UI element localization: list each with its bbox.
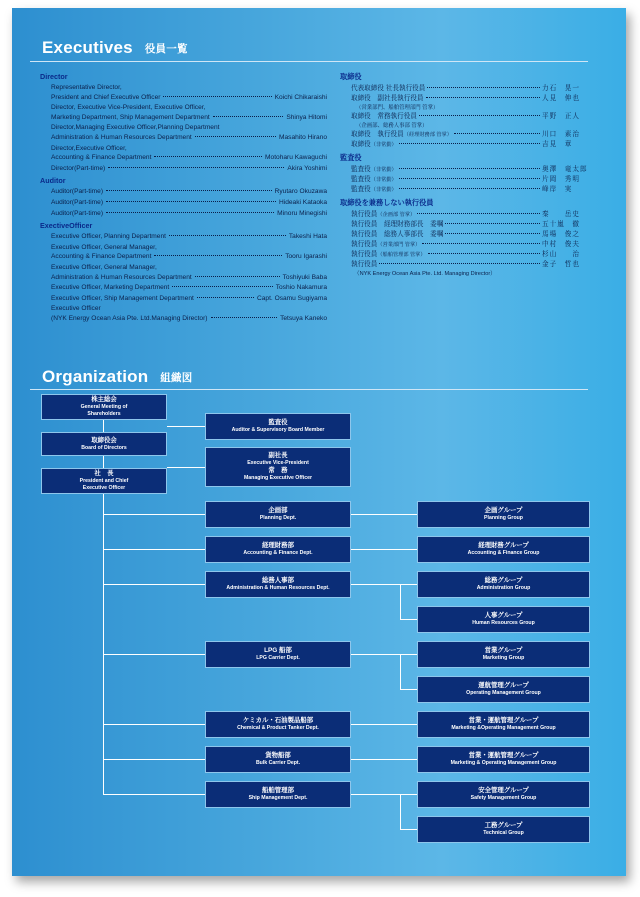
dot-leader <box>154 156 262 157</box>
organization-title: Organization 組織図 <box>42 367 193 386</box>
dot-leader <box>197 297 254 298</box>
jp-executive-row <box>351 175 592 185</box>
group-box-administration: 総務グループ Administration Group <box>417 571 590 598</box>
jp-name: 奥澤 竜太郎 <box>542 166 588 173</box>
executive-name: Takeshi Hata <box>288 233 327 241</box>
executive-entry <box>51 263 327 282</box>
jp-name: 金子 哲也 <box>542 261 580 268</box>
group-box-human-resources: 人事グループ Human Resources Group <box>417 606 590 633</box>
executive-entry <box>51 283 327 293</box>
jp-executive-row <box>351 220 592 230</box>
jp-position-note: （非常勤） <box>370 167 397 173</box>
jp-name: 秦 岳史 <box>542 211 580 218</box>
executives-title: Executives 役員一覧 <box>42 38 188 57</box>
jp-position: 取締役 執行役員 <box>351 131 404 138</box>
executive-entry <box>51 294 327 304</box>
jp-executive-row <box>351 94 592 104</box>
jp-position: 監査役 <box>351 166 371 173</box>
dot-leader <box>445 223 540 224</box>
dot-leader <box>399 143 540 144</box>
executive-title-row <box>51 164 327 174</box>
executive-title-row <box>51 314 327 324</box>
jp-position-note: （非常勤） <box>370 142 397 148</box>
executive-position: Accounting & Finance Department <box>51 154 152 162</box>
jp-position-note: （経理財務部 管掌） <box>403 132 452 138</box>
executive-name: Ryutaro Okuzawa <box>274 188 327 196</box>
executive-name: Hideaki Kataoka <box>278 198 327 206</box>
dept-box-planning: 企画部 Planning Dept. <box>205 501 351 528</box>
dept-box-bulk: 貨物船部 Bulk Carrier Dept. <box>205 746 351 773</box>
executive-position: Executive Officer, Ship Management Department <box>51 294 194 302</box>
executive-name: Akira Yoshimi <box>287 164 327 172</box>
dot-leader <box>399 168 540 169</box>
group-box-safety: 安全管理グループ Safety Management Group <box>417 781 590 808</box>
executive-title-row <box>51 153 327 163</box>
group-box-bulk-marketing-operating: 営業・運航管理グループ Marketing & Operating Management Group <box>417 746 590 773</box>
jp-auditor-list <box>340 165 592 195</box>
jp-position: 取締役 副社長執行役員 <box>351 95 424 102</box>
executive-name: Masahito Hirano <box>278 133 327 141</box>
jp-executive-row <box>351 260 592 270</box>
jp-executive-row <box>351 165 592 175</box>
executive-position: Accounting & Finance Department <box>51 253 152 261</box>
jp-director-heading: 取締役 <box>340 72 362 81</box>
dot-leader <box>454 133 540 134</box>
dot-leader <box>422 243 540 244</box>
auditor-heading: Auditor <box>40 176 66 186</box>
jp-executive-row <box>351 130 592 140</box>
organization-divider <box>30 389 588 390</box>
jp-position: 取締役 常務執行役員 <box>351 113 417 120</box>
jp-auditor-heading: 監査役 <box>340 153 362 162</box>
dept-box-chemical: ケミカル・石油製品船部 Chemical & Product Tanker Dept. <box>205 711 351 738</box>
executive-position: Administration & Human Resources Department <box>51 273 192 281</box>
dot-leader <box>428 253 540 254</box>
executive-position: Auditor(Part-time) <box>51 209 104 217</box>
jp-officer-list <box>340 210 592 270</box>
jp-position-note: （非常勤） <box>370 187 397 193</box>
dept-box-accounting: 経理財務部 Accounting & Finance Dept. <box>205 536 351 563</box>
group-box-technical: 工務グループ Technical Group <box>417 816 590 843</box>
dot-leader <box>106 212 274 213</box>
executive-entry <box>51 187 327 197</box>
executive-position: President and Chief Executive Officer <box>51 93 161 101</box>
jp-responsibility-note: （企画部、総務人事部 管掌） <box>356 123 428 129</box>
jp-name: 川口 素治 <box>542 131 580 138</box>
jp-executive-row <box>351 250 592 260</box>
jp-executive-row <box>351 112 592 122</box>
jp-position: 執行役員 <box>351 261 378 268</box>
jp-executive-row <box>351 240 592 250</box>
executive-name: Shinya Hitomi <box>286 113 327 121</box>
jp-name: 吉見 章 <box>542 141 573 148</box>
executive-entry <box>51 232 327 242</box>
jp-position: 代表取締役 社長執行役員 <box>351 85 426 92</box>
executive-name: Toshiyuki Baba <box>282 273 327 281</box>
dept-box-ship-management: 船舶管理部 Ship Management Dept. <box>205 781 351 808</box>
executive-entry <box>51 83 327 102</box>
dot-leader <box>106 190 272 191</box>
group-box-operating-management: 運航管理グループ Operating Management Group <box>417 676 590 703</box>
executive-entry <box>51 198 327 208</box>
auditor-list <box>40 187 327 218</box>
executive-title-row <box>51 198 327 208</box>
executive-position: Director(Part-time) <box>51 164 106 172</box>
executive-position: Marketing Department, Ship Management Department <box>51 113 210 121</box>
jp-position: 執行役員 <box>351 241 378 248</box>
executive-title-line: Executive Officer, General Manager, <box>51 243 157 251</box>
dot-leader <box>399 178 540 179</box>
group-box-marketing: 営業グループ Marketing Group <box>417 641 590 668</box>
jp-position: 執行役員 <box>351 211 378 218</box>
group-box-accounting: 経理財務グループ Accounting & Finance Group <box>417 536 590 563</box>
dot-leader <box>172 286 272 287</box>
executive-title-row <box>51 113 327 123</box>
jp-executive-row <box>351 230 592 240</box>
dot-leader <box>106 201 276 202</box>
director-heading: Director <box>40 72 68 81</box>
executive-entry <box>51 209 327 219</box>
dept-box-lpg: LPG 船部 LPG Carrier Dept. <box>205 641 351 668</box>
dot-leader <box>108 167 284 168</box>
jp-executive-row <box>351 185 592 195</box>
jp-position: 監査役 <box>351 176 371 183</box>
jp-name: 五十嵐 徹 <box>542 221 580 228</box>
jp-position: 執行役員 総務人事部長 委嘱 <box>351 231 444 238</box>
dot-leader <box>169 235 286 236</box>
jp-responsibility-note: （営業部門、船舶管理部門 管掌） <box>356 105 439 111</box>
executive-title-line: Director,Managing Executive Officer,Planning Department <box>51 124 220 132</box>
jp-officer-note: （NYK Energy Ocean Asia Pte. Ltd. Managing Director） <box>354 271 496 277</box>
executive-position: Auditor(Part-time) <box>51 198 104 206</box>
executive-title-line: Executive Officer, General Manager, <box>51 263 157 271</box>
executive-name: Motoharu Kawaguchi <box>265 154 327 162</box>
executive-title-row <box>51 209 327 219</box>
dot-leader <box>399 188 540 189</box>
jp-position: 執行役員 経理財務部長 委嘱 <box>351 221 444 228</box>
jp-name: 力石 晃一 <box>542 85 580 92</box>
executive-name: Toshio Nakamura <box>275 284 327 292</box>
executive-name: Capt. Osamu Sugiyama <box>257 294 327 302</box>
dot-leader <box>417 213 540 214</box>
executive-name: Minoru Minegishi <box>277 209 327 217</box>
dot-leader <box>445 233 540 234</box>
officer-list <box>40 232 327 323</box>
dot-leader <box>195 136 276 137</box>
dot-leader <box>426 97 540 98</box>
org-box-president: 社 長 President and Chief Executive Officer <box>41 468 167 494</box>
executive-title-row <box>51 273 327 283</box>
dot-leader <box>213 116 284 117</box>
executive-entry <box>51 123 327 142</box>
executive-entry <box>51 103 327 122</box>
dot-leader <box>427 87 540 88</box>
org-box-vice-president: 副社長 Executive Vice-President 常 務 Managing Executive Officer <box>205 447 351 487</box>
org-box-board: 取締役会 Board of Directors <box>41 432 167 456</box>
executive-title-line: Director,Executive Officer, <box>51 144 127 152</box>
executive-position: Administration & Human Resources Department <box>51 133 192 141</box>
jp-executive-row <box>351 210 592 220</box>
executives-divider <box>30 61 588 62</box>
executive-name: Tooru Igarashi <box>285 253 327 261</box>
jp-position: 執行役員 <box>351 251 378 258</box>
dot-leader <box>379 263 540 264</box>
executive-position: Executive Officer, Marketing Department <box>51 284 170 292</box>
jp-name: 馬場 俊之 <box>542 231 580 238</box>
org-box-shareholders: 株主総会 General Meeting of Shareholders <box>41 394 167 420</box>
executive-position: (NYK Energy Ocean Asia Pte. Ltd.Managing Director) <box>51 314 208 322</box>
executive-title-line: Executive Officer <box>51 305 101 313</box>
jp-name: 中村 俊夫 <box>542 241 580 248</box>
jp-name: 平野 正人 <box>542 113 580 120</box>
dot-leader <box>419 115 540 116</box>
executive-title-line: Representative Director, <box>51 84 122 91</box>
group-box-chemical-marketing-operating: 営業・運航管理グループ Marketing &Operating Management Group <box>417 711 590 738</box>
executives-english-column <box>40 69 327 324</box>
executive-entry <box>51 243 327 262</box>
jp-name: 人見 伸也 <box>542 95 580 102</box>
jp-position: 取締役 <box>351 141 371 148</box>
executive-title-row <box>51 93 327 103</box>
executive-position: Executive Officer, Planning Department <box>51 233 166 241</box>
executive-title-row <box>51 187 327 197</box>
jp-position-note: （船舶管理部 管掌） <box>377 252 426 258</box>
executive-name: Tetsuya Kaneko <box>280 314 327 322</box>
jp-name: 杉山 治 <box>542 251 580 258</box>
officer-heading: ExectiveOfficer <box>40 221 93 231</box>
executive-title-row <box>51 252 327 262</box>
dot-leader <box>163 96 271 97</box>
executive-position: Auditor(Part-time) <box>51 188 104 196</box>
jp-position-note: （非常勤） <box>370 177 397 183</box>
executive-title-row <box>51 294 327 304</box>
jp-name: 峰岸 実 <box>542 186 573 193</box>
jp-position: 監査役 <box>351 186 371 193</box>
executive-entry <box>51 304 327 323</box>
executives-japanese-column <box>340 69 592 279</box>
executive-entry <box>51 144 327 163</box>
dot-leader <box>154 255 282 256</box>
jp-position-note: （企画部 管掌） <box>377 212 416 218</box>
director-list <box>40 83 327 173</box>
executive-name: Koichi Chikaraishi <box>274 93 327 101</box>
dept-box-administration: 総務人事部 Administration & Human Resources Dept. <box>205 571 351 598</box>
executive-entry <box>51 164 327 174</box>
group-box-planning: 企画グループ Planning Group <box>417 501 590 528</box>
jp-name: 片岡 秀明 <box>542 176 580 183</box>
jp-position-note: （営業部門 管掌） <box>377 242 421 248</box>
dot-leader <box>195 276 280 277</box>
dot-leader <box>211 317 278 318</box>
jp-executive-row <box>351 84 592 94</box>
executive-title-line: Director, Executive Vice-President, Executive Officer, <box>51 104 206 112</box>
executive-title-row <box>51 232 327 242</box>
jp-director-list <box>340 84 592 150</box>
jp-executive-row <box>351 140 592 150</box>
jp-officer-heading: 取締役を兼務しない執行役員 <box>340 198 434 207</box>
executive-title-row <box>51 133 327 143</box>
executive-title-row <box>51 283 327 293</box>
org-box-auditor: 監査役 Auditor & Supervisory Board Member <box>205 413 351 440</box>
